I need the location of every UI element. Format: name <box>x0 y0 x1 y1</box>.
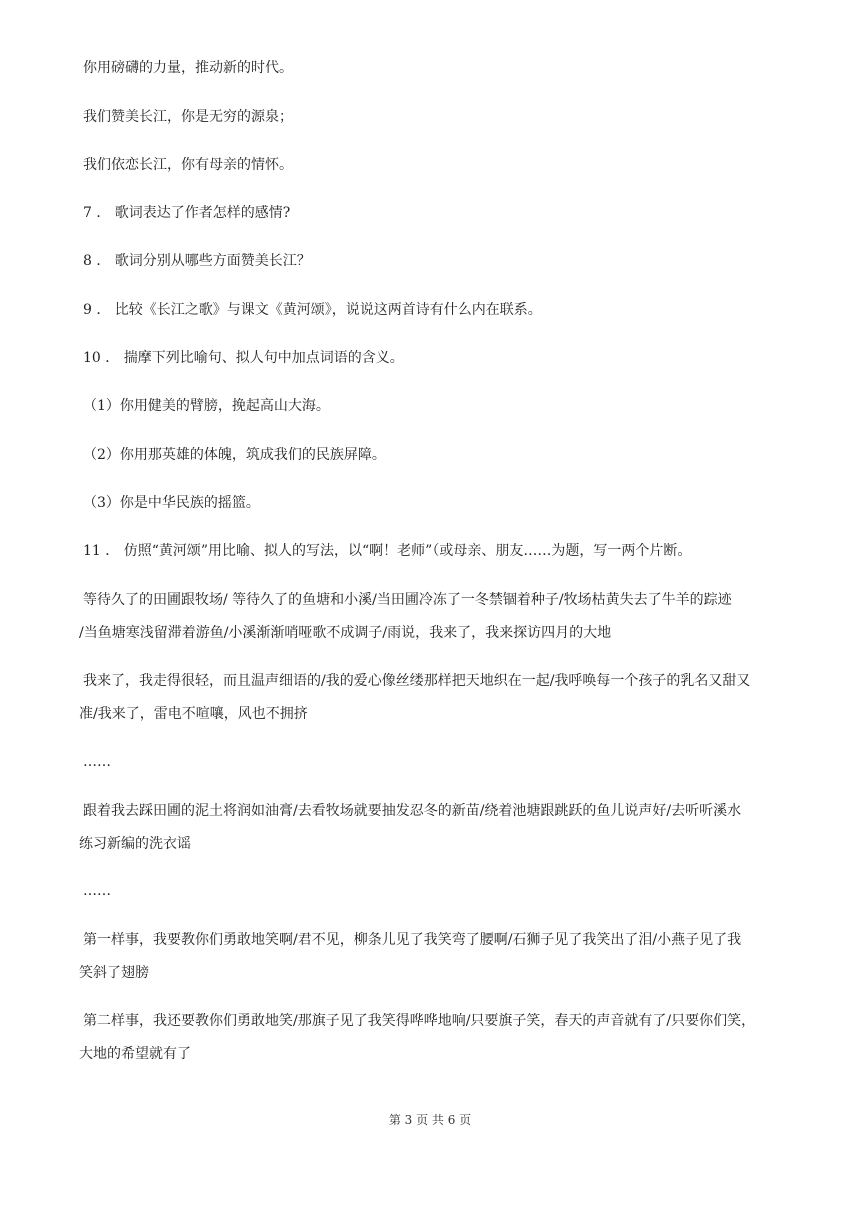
question-11: 11 ． 仿照“黄河颂”用比喻、拟人的写法，以“啊！老师”（或母亲、朋友……为题，写一两个片断。 <box>83 543 692 559</box>
paragraph-continuation: 练习新编的洗衣谣 <box>79 836 191 852</box>
paragraph-line: …… <box>83 754 111 770</box>
sample-paragraph-5 <box>79 1005 783 1071</box>
paragraph-line: 我来了，我走得很轻，而且温声细语的/我的爱心像丝缕那样把天地织在一起/我呼唤每一个孩子的乳名又甜又 <box>83 673 751 689</box>
sample-paragraph-1 <box>79 584 783 650</box>
sample-paragraph-4 <box>79 924 783 990</box>
paragraph-line: 第一样事，我要教你们勇敢地笑啊/君不见，柳条儿见了我笑弯了腰啊/石狮子见了我笑出了泪/小燕子见了我 <box>83 932 742 948</box>
paragraph-line: 跟着我去踩田圃的泥土将润如油膏/去看牧场就要抽发忍冬的新苗/绕着池塘跟跳跃的鱼儿说声好/去听听溪水 <box>83 803 742 819</box>
sub-question-1: （1）你用健美的臂膀，挽起高山大海。 <box>83 398 330 414</box>
paragraph-line: 等待久了的田圃跟牧场/ 等待久了的鱼塘和小溪/当田圃冷冻了一冬禁锢着种子/牧场枯黄失去了牛羊的踪迹 <box>83 592 732 608</box>
ellipsis-1 <box>83 746 783 779</box>
page-number-footer: 第 3 页 共 6 页 <box>388 1113 472 1127</box>
paragraph-continuation: 准/我来了，雷电不喧嚷，风也不拥挤 <box>79 706 308 722</box>
question-9: 9 ． 比较《长江之歌》与课文《黄河颂》，说说这两首诗有什么内在联系。 <box>83 302 542 318</box>
question-7: 7 ． 歌词表达了作者怎样的感情? <box>83 205 291 221</box>
paragraph-continuation: /当鱼塘寒浅留滞着游鱼/小溪渐渐哨哑歌不成调子/雨说，我来了，我来探访四月的大地 <box>79 625 612 641</box>
poem-line-3: 我们依恋长江，你有母亲的情怀。 <box>83 157 293 173</box>
paragraph-continuation: 笑斜了翅膀 <box>79 965 149 981</box>
poem-line-1: 你用磅礴的力量，推动新的时代。 <box>83 60 293 76</box>
paragraph-line: 第二样事，我还要教你们勇敢地笑/那旗子见了我笑得哗哗地响/只要旗子笑，春天的声音就有了/只要你们笑， <box>83 1013 756 1029</box>
sub-question-3: （3）你是中华民族的摇篮。 <box>83 495 260 511</box>
paragraph-line: …… <box>83 883 111 899</box>
sample-paragraph-2 <box>79 665 783 731</box>
question-8: 8 ． 歌词分别从哪些方面赞美长江？ <box>83 253 311 269</box>
ellipsis-2 <box>83 875 783 908</box>
sub-question-2: （2）你用那英雄的体魄，筑成我们的民族屏障。 <box>83 447 386 463</box>
paragraph-continuation: 大地的希望就有了 <box>79 1046 191 1062</box>
poem-line-2: 我们赞美长江，你是无穷的源泉； <box>83 109 293 125</box>
question-10: 10 ． 揣摩下列比喻句、拟人句中加点词语的含义。 <box>83 350 404 366</box>
sample-paragraph-3 <box>79 795 783 861</box>
